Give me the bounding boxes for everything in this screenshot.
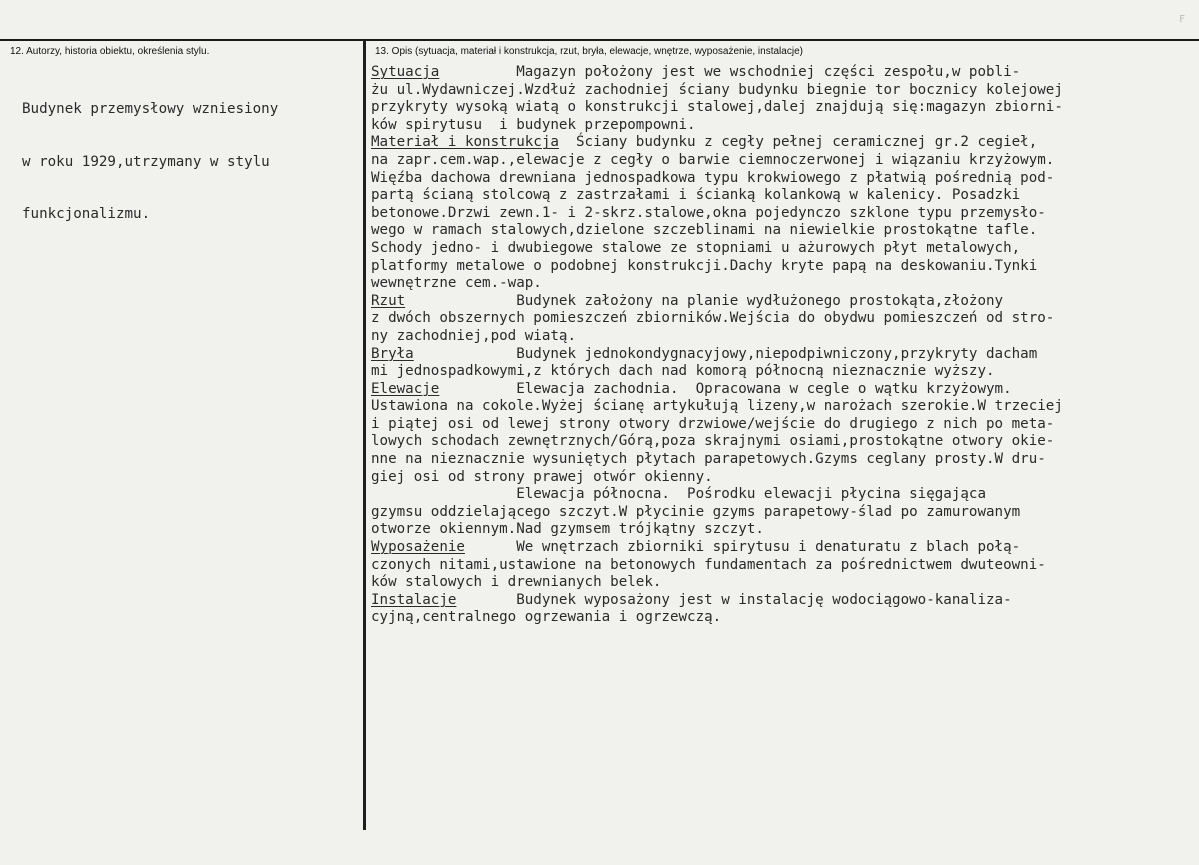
- line-text: wewnętrzne cem.-wap.: [371, 275, 542, 292]
- section-12-heading: 12. Autorzy, historia obiektu, określenia stylu.: [10, 46, 210, 57]
- section-13-line: [371, 504, 1197, 522]
- section-13-line: [371, 240, 1197, 258]
- line-text: mi jednospadkowymi,z których dach nad komorą północną nieznacznie wyższy.: [371, 363, 995, 380]
- section-13-line: [371, 134, 1197, 152]
- line-text: Ustawiona na cokole.Wyżej ścianę artykułują lizeny,w narożach szerokie.W trzeciej: [371, 398, 1063, 415]
- line-text: betonowe.Drzwi zewn.1- i 2-skrz.stalowe,okna pojedynczo szklone typu przemysło-: [371, 204, 1046, 221]
- section-13-line: [371, 187, 1197, 205]
- line-text: przykryty wysoką wiatą o konstrukcji stalowej,dalej znajdują się:magazyn zbiorni-: [371, 99, 1063, 116]
- section-13-line: [371, 222, 1197, 240]
- line-text: ków stalowych i drewnianych belek.: [371, 574, 662, 591]
- subsection-label: Materiał i konstrukcja: [371, 134, 559, 151]
- line-text: Schody jedno- i dwubiegowe stalowe ze stopniami u ażurowych płyt metalowych,: [371, 239, 1021, 256]
- section-12-line: funkcjonalizmu.: [22, 206, 151, 223]
- section-13-line: [371, 205, 1197, 223]
- line-text: Budynek wyposażony jest w instalację wodociągowo-kanaliza-: [456, 591, 1012, 608]
- section-13-line: [371, 592, 1197, 610]
- section-13-line: [371, 609, 1197, 627]
- subsection-label: Instalacje: [371, 591, 457, 608]
- line-text: ków spirytusu i budynek przepompowni.: [371, 116, 696, 133]
- section-13-line: [371, 539, 1197, 557]
- section-13-line: [371, 258, 1197, 276]
- subsection-label: Wyposażenie: [371, 539, 465, 556]
- line-text: nne na nieznacznie wysuniętych płytach parapetowych.Gzyms ceglany prosty.W dru-: [371, 451, 1046, 468]
- line-text: giej osi od strony prawej otwór okienny.: [371, 468, 713, 485]
- line-text: Budynek założony na planie wydłużonego prostokąta,złożony: [405, 292, 1004, 309]
- line-text: ny zachodniej,pod wiatą.: [371, 327, 576, 344]
- section-13-line: [371, 363, 1197, 381]
- line-text: czonych nitami,ustawione na betonowych fundamentach za pośrednictwem dwuteowni-: [371, 556, 1046, 573]
- line-text: We wnętrzach zbiorniki spirytusu i denaturatu z blach połą-: [464, 539, 1021, 556]
- section-13-line: [371, 310, 1197, 328]
- section-13-line: [371, 82, 1197, 100]
- line-text: partą ścianą stolcową z zastrzałami i ścianką kolankową w kalenicy. Posadzki: [371, 187, 1021, 204]
- subsection-label: Elewacje: [371, 380, 440, 397]
- section-13-line: [371, 99, 1197, 117]
- line-text: wego w ramach stalowych,dzielone szczeblinami na niewielkie prostokątne tafle.: [371, 222, 1038, 239]
- section-13-line: [371, 328, 1197, 346]
- line-text: gzymsu oddzielającego szczyt.W płycinie gzyms parapetowy-ślad po zamurowanym: [371, 503, 1021, 520]
- section-13-text: [371, 64, 1197, 627]
- line-text: platformy metalowe o podobnej konstrukcji.Dachy kryte papą na deskowaniu.Tynki: [371, 257, 1038, 274]
- line-text: Budynek jednokondygnacyjowy,niepodpiwniczony,przykryty dacham: [413, 345, 1038, 362]
- line-text: lowych schodach zewnętrznych/Górą,poza skrajnymi osiami,prostokątne otwory okie-: [371, 433, 1055, 450]
- section-13-line: [371, 170, 1197, 188]
- section-13-line: [371, 152, 1197, 170]
- line-text: Elewacja zachodnia. Opracowana w cegle o wątku krzyżowym.: [439, 380, 1012, 397]
- section-13-line: [371, 486, 1197, 504]
- line-text: Elewacja północna. Pośrodku elewacji płycina sięgająca: [371, 486, 986, 503]
- section-13-line: [371, 293, 1197, 311]
- section-13-line: [371, 117, 1197, 135]
- line-text: i piątej osi od lewej strony otwory drzwiowe/wejście do drugiego z nich po meta-: [371, 415, 1055, 432]
- section-12-line: w roku 1929,utrzymany w stylu: [22, 153, 270, 170]
- line-text: Magazyn położony jest we wschodniej części zespołu,w pobli-: [439, 64, 1021, 80]
- section-13-line: [371, 64, 1197, 82]
- line-text: na zapr.cem.wap.,elewacje z cegły o barwie ciemnoczerwonej i wiązaniu krzyżowym.: [371, 151, 1055, 168]
- subsection-label: Sytuacja: [371, 64, 440, 80]
- section-13-line: [371, 433, 1197, 451]
- top-rule: [0, 39, 1199, 41]
- section-13-line: [371, 275, 1197, 293]
- section-13-line: [371, 557, 1197, 575]
- column-divider: [363, 40, 366, 830]
- line-text: z dwóch obszernych pomieszczeń zbiorników.Wejścia do obydwu pomieszczeń od stro-: [371, 310, 1055, 327]
- subsection-label: Bryła: [371, 345, 414, 362]
- section-13-line: [371, 346, 1197, 364]
- subsection-label: Rzut: [371, 292, 406, 309]
- section-13-line: [371, 469, 1197, 487]
- line-text: żu ul.Wydawniczej.Wzdłuż zachodniej ściany budynku biegnie tor bocznicy kolejowej: [371, 81, 1063, 98]
- section-13-heading: 13. Opis (sytuacja, materiał i konstrukcja, rzut, bryła, elewacje, wnętrze, wyposażenie, instalacje): [375, 46, 803, 57]
- section-13-line: [371, 521, 1197, 539]
- corner-mark: F: [1179, 14, 1185, 25]
- line-text: otworze okiennym.Nad gzymsem trójkątny szczyt.: [371, 521, 764, 538]
- line-text: Ściany budynku z cegły pełnej ceramicznej gr.2 cegieł,: [558, 134, 1038, 151]
- section-13-line: [371, 381, 1197, 399]
- section-12-text: [22, 66, 352, 241]
- section-13-line: [371, 574, 1197, 592]
- section-13-line: [371, 451, 1197, 469]
- line-text: Więźba dachowa drewniana jednospadkowa typu krokwiowego z płatwią pośrednią pod-: [371, 169, 1055, 186]
- line-text: cyjną,centralnego ogrzewania i ogrzewczą.: [371, 609, 722, 626]
- section-12-line: Budynek przemysłowy wzniesiony: [22, 101, 279, 117]
- section-13-line: [371, 416, 1197, 434]
- section-13-line: [371, 398, 1197, 416]
